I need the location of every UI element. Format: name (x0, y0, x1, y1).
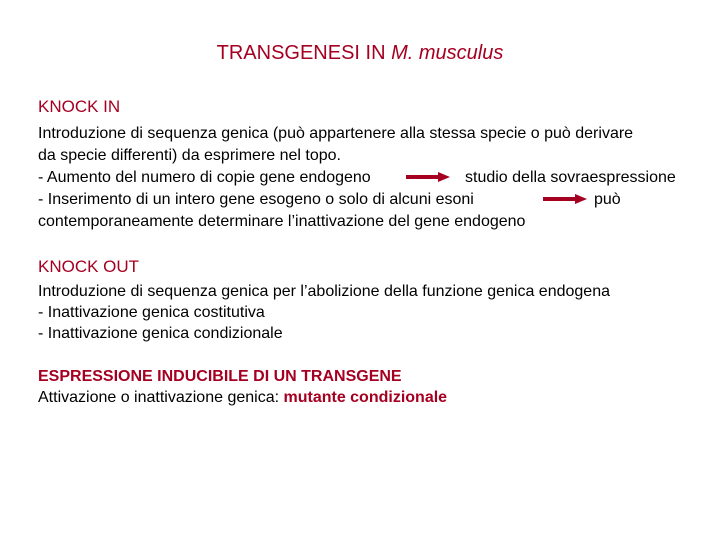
inducible-line-highlight: mutante condizionale (283, 389, 448, 406)
title-main: TRANSGENESI IN (216, 42, 392, 64)
right-arrow-icon (543, 194, 587, 204)
knock-in-line-2: da specie differenti) da esprimere nel topo. (38, 147, 341, 164)
inducible-line (38, 388, 447, 407)
inducible-heading: ESPRESSIONE INDUCIBILE DI UN TRANSGENE (38, 368, 402, 385)
knock-in-line-4a: - Inserimento di un intero gene esogeno o solo di alcuni esoni (38, 191, 474, 208)
knock-in-line-3b: studio della sovraespressione (465, 169, 676, 186)
knock-in-heading: KNOCK IN (38, 97, 121, 116)
knock-in-line-5: contemporaneamente determinare l’inattivazione del gene endogeno (38, 213, 526, 230)
knock-out-line-1: Introduzione di sequenza genica per l’abolizione della funzione genica endogena (38, 283, 610, 300)
knock-in-line-1: Introduzione di sequenza genica (può appartenere alla stessa specie o può derivare (38, 125, 634, 142)
knock-in-line-4b: può (594, 191, 621, 208)
knock-out-line-2: - Inattivazione genica costitutiva (38, 304, 265, 321)
inducible-line-text: Attivazione o inattivazione genica: (38, 389, 284, 406)
knock-out-line-3: - Inattivazione genica condizionale (38, 325, 283, 342)
title-species: M. musculus (391, 42, 504, 64)
knock-out-heading: KNOCK OUT (38, 257, 140, 276)
slide-title (0, 42, 720, 65)
knock-in-line-3a: - Aumento del numero di copie gene endogeno (38, 169, 371, 186)
right-arrow-icon (406, 172, 450, 182)
